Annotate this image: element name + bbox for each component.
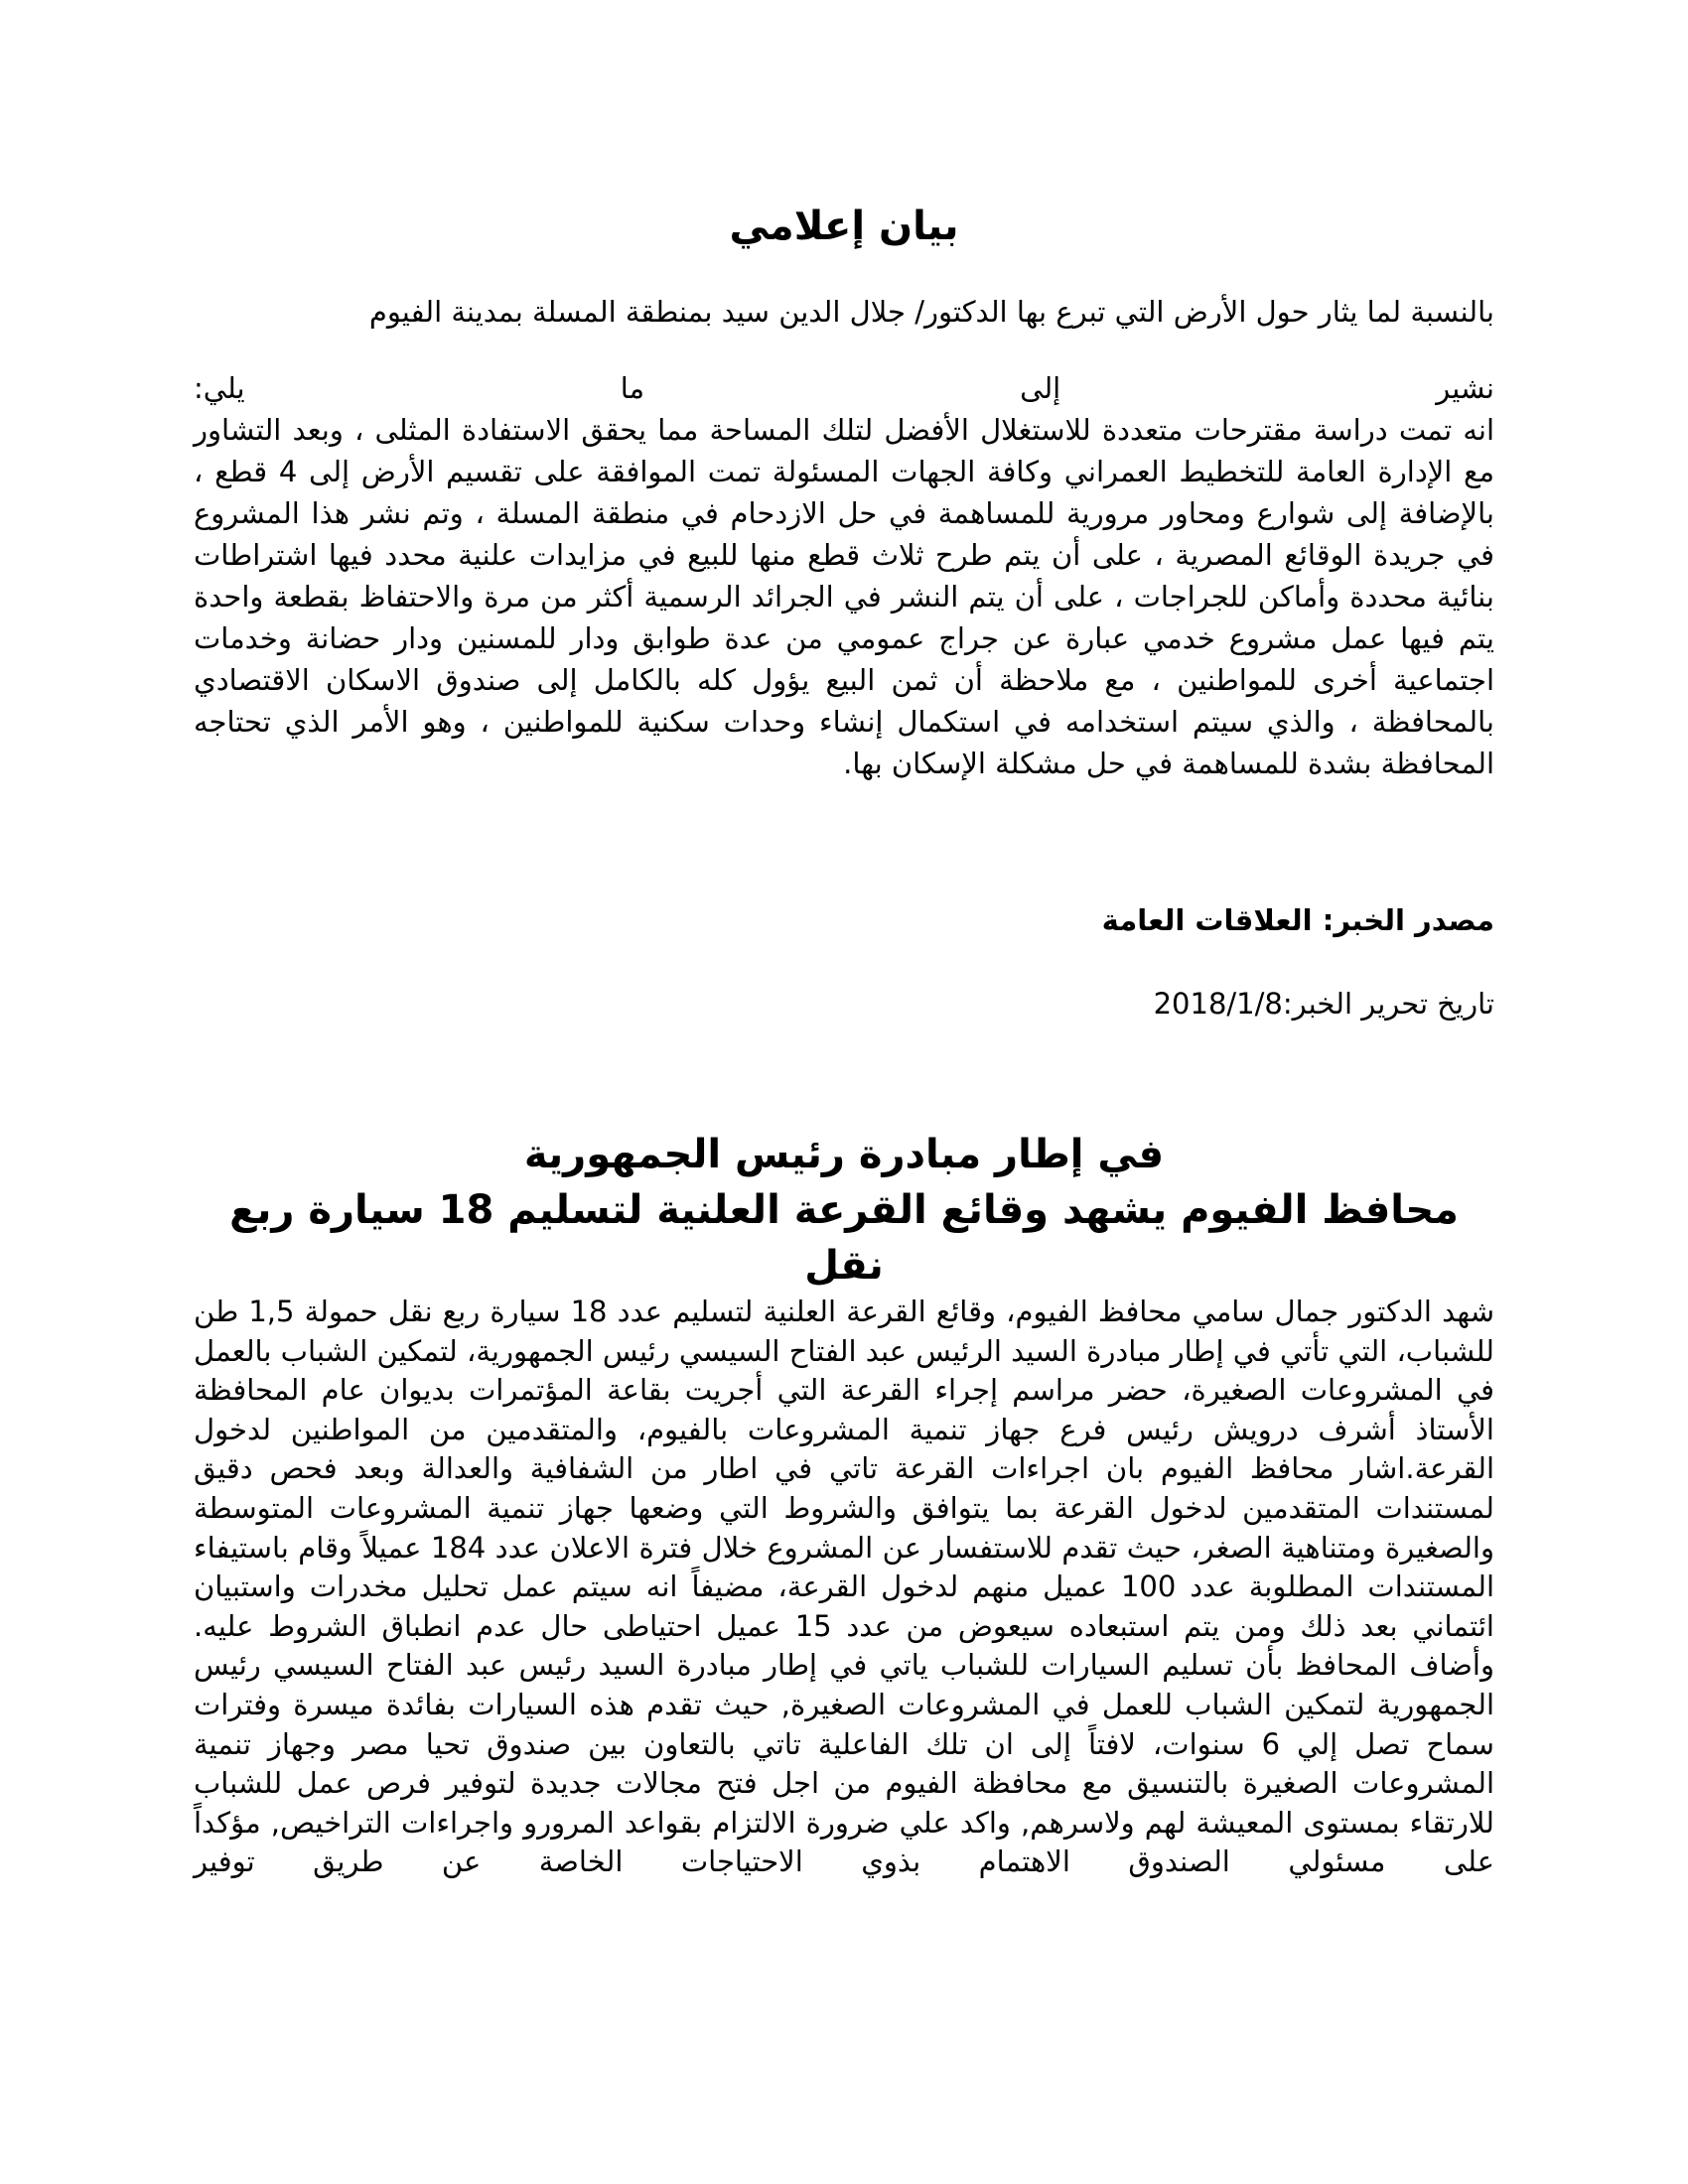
statement-intro-line: نشير إلى ما يلي: [194,371,1494,405]
statement-body-block [194,367,1494,784]
news-body: شهد الدكتور جمال سامي محافظ الفيوم، وقائع القرعة العلنية لتسليم عدد 18 سيارة ربع نقل حمولة 1,5 طن للشباب، التي تأتي في إطار مبادرة السيد الرئيس عبد الفتاح السيسي رئيس الجمهورية، لتمكين الشباب بالعمل في المشروعات الصغيرة، حضر مراسم إجراء القرعة التي أجريت بقاعة المؤتمرات بديوان عام المحافظة الأستاذ أشرف درويش رئيس فرع جهاز تنمية المشروعات بالفيوم، والمتقدمين من المواطنين لدخول القرعة.اشار محافظ الفيوم بان اجراءات القرعة تاتي في اطار من الشفافية والعدالة وبعد فحص دقيق لمستندات المتقدمين لدخول القرعة بما يتوافق والشروط التي وضعها جهاز تنمية المشروعات المتوسطة والصغيرة ومتناهية الصغر، حيث تقدم للاستفسار عن المشروع خلال فترة الاعلان عدد 184 عميلاً وقام باستيفاء المستندات المطلوبة عدد 100 عميل منهم لدخول القرعة، مضيفاً انه سيتم عمل تحليل مخدرات واستبيان ائتماني بعد ذلك ومن يتم استبعاده سيعوض من عدد 15 عميل احتياطى حال عدم انطباق الشروط عليه. وأضاف المحافظ بأن تسليم السيارات للشباب ياتي في إطار مبادرة السيد رئيس عبد الفتاح السيسي رئيس الجمهورية لتمكين الشباب للعمل في المشروعات الصغيرة, حيث تقدم هذه السيارات بفائدة ميسرة وفترات سماح تصل إلي 6 سنوات، لافتاً إلى ان تلك الفاعلية تاتي بالتعاون بين صندوق تحيا مصر وجهاز تنمية المشروعات الصغيرة بالتنسيق مع محافظة الفيوم من اجل فتح مجالات جديدة لتوفير فرص عمل للشباب للارتقاء بمستوى المعيشة لهم ولاسرهم, واكد علي ضرورة الالتزام بقواعد المرورو واجراءات التراخيص, مؤكداً على مسئولي الصندوق الاهتمام بذوي الاحتياجات الخاصة عن طريق توفير [194,1295,1495,1879]
statement-source: مصدر الخبر: العلاقات العامة [1101,903,1494,937]
statement-body: انه تمت دراسة مقترحات متعددة للاستغلال الأفضل لتلك المساحة مما يحقق الاستفادة المثلى ، وبعد التشاور مع الإدارة العامة للتخطيط العمراني وكافة الجهات المسئولة تمت الموافقة على تقسيم الأرض إلى 4 قطع ، بالإضافة إلى شوارع ومحاور مرورية للمساهمة في حل الازدحام في منطقة المسلة ، وتم نشر هذا المشروع في جريدة الوقائع المصرية ، على أن يتم طرح ثلاث قطع منها للبيع في مزايدات علنية محدد فيها اشتراطات بنائية محددة وأماكن للجراجات ، على أن يتم النشر في الجرائد الرسمية أكثر من مرة والاحتفاظ بقطعة واحدة يتم فيها عمل مشروع خدمي عبارة عن جراج عمومي من عدة طوابق ودار للمسنين ودار حضانة وخدمات اجتماعية أخرى للمواطنين ، مع ملاحظة أن ثمن البيع يؤول كله بالكامل إلى صندوق الاسكان الاقتصادي بالمحافظة ، والذي سيتم استخدامه في استكمال إنشاء وحدات سكنية للمواطنين ، وهو الأمر الذي تحتاجه المحافظة بشدة للمساهمة في حل مشكلة الإسكان بها. [194,413,1494,780]
statement-date: تاريخ تحرير الخبر:2018/1/8 [1153,987,1494,1021]
news-title-line-1: في إطار مبادرة رئيس الجمهورية [523,1132,1165,1177]
news-title-line-2: محافظ الفيوم يشهد وقائع القرعة العلنية لتسليم 18 سيارة ربع نقل [229,1187,1459,1289]
statement-subtitle: بالنسبة لما يثار حول الأرض التي تبرع بها الدكتور/ جلال الدين سيد بمنطقة المسلة بمدينة الفيوم [368,295,1494,329]
statement-title: بيان إعلامي [729,204,959,249]
news-title [199,1127,1489,1294]
